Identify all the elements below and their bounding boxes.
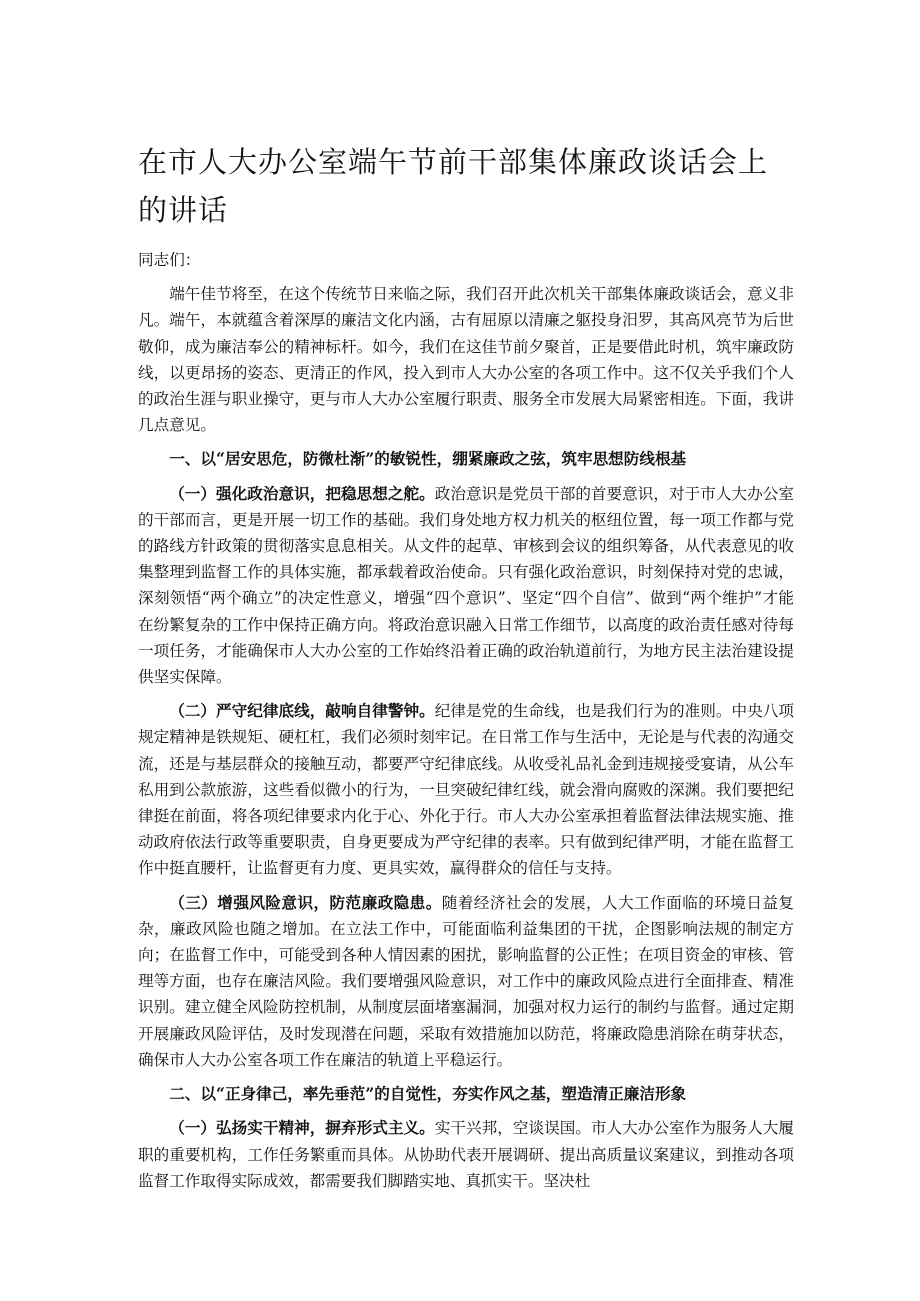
- document-body: [138, 247, 794, 1202]
- item-text: 政治意识是党员干部的首要意识，对于市人大办公室的干部而言，更是开展一切工作的基础。我们身处地方权力机关的枢纽位置，每一项工作都与党的路线方针政策的贯彻落实息息相关。从文件的起草、审核到会议的组织筹备，从代表意见的收集整理到监督工作的具体实施，都承载着政治使命。只有强化政治意识，时刻保持对党的忠诚，深刻领悟“两个确立”的决定性意义，增强“四个意识”、坚定“四个自信”、做到“两个维护”才能在纷繁复杂的工作中保持正确方向。将政治意识融入日常工作细节，以高度的政治责任感对待每一项任务，才能确保市人大办公室的工作始终沿着正确的政治轨道前行，为地方民主法治建设提供坚实保障。: [138, 484, 794, 687]
- section-2-heading: 二、以“正身律己，率先垂范”的自觉性，夯实作风之基，塑造清正廉洁形象: [169, 1084, 687, 1104]
- section-2-item-1: [138, 1115, 794, 1194]
- item-lead: （一）强化政治意识，把稳思想之舵。: [169, 483, 435, 503]
- section-1-item-2: [138, 698, 794, 881]
- salutation: 同志们：: [138, 251, 201, 269]
- item-text: 实干兴邦，空谈误国。市人大办公室作为服务人大履职的重要机构，工作任务繁重而具体。从协助代表开展调研、提出高质量议案建议，到推动各项监督工作取得实际成效，都需要我们脚踏实地、真抓实干。坚决杜: [138, 1119, 794, 1190]
- document-title: 在市人大办公室端午节前干部集体廉政谈话会上的讲话: [138, 145, 769, 227]
- section-1-item-1: [138, 481, 794, 691]
- item-lead: （二）严守纪律底线，敲响自律警钟。: [169, 701, 435, 721]
- intro-paragraph: 端午佳节将至，在这个传统节日来临之际，我们召开此次机关干部集体廉政谈话会，意义非凡。端午，本就蕴含着深厚的廉洁文化内涵，古有屈原以清廉之躯投身汨罗，其高风亮节为后世敬仰，成为廉洁奉公的精神标杆。如今，我们在这佳节前夕聚首，正是要借此时机，筑牢廉政防线，以更昂扬的姿态、更清正的作风，投入到市人大办公室的各项工作中。这不仅关乎我们个人的政治生涯与职业操守，更与市人大办公室履行职责、服务全市发展大局紧密相连。下面，我讲几点意见。: [138, 285, 794, 435]
- section-1-heading: 一、以“居安思危，防微杜渐”的敏锐性，绷紧廉政之弦，筑牢思想防线根基: [169, 449, 687, 469]
- item-lead: （三）增强风险意识，防范廉政隐患。: [169, 892, 442, 912]
- section-1-item-3: [138, 890, 794, 1073]
- item-text: 纪律是党的生命线，也是我们行为的准则。中央八项规定精神是铁规矩、硬杠杠，我们必须时刻牢记。在日常工作与生活中，无论是与代表的沟通交流，还是与基层群众的接触互动，都要严守纪律底线。从收受礼品礼金到违规接受宴请，从公车私用到公款旅游，这些看似微小的行为，一旦突破纪律红线，就会滑向腐败的深渊。我们要把纪律挺在前面，将各项纪律要求内化于心、外化于行。市人大办公室承担着监督法律法规实施、推动政府依法行政等重要职责，自身更要成为严守纪律的表率。只有做到纪律严明，才能在监督工作中挺直腰杆，让监督更有力度、更具实效，赢得群众的信任与支持。: [138, 702, 794, 878]
- item-lead: （一）弘扬实干精神，摒弃形式主义。: [169, 1118, 435, 1138]
- item-text: 随着经济社会的发展，人大工作面临的环境日益复杂，廉政风险也随之增加。在立法工作中，可能面临利益集团的干扰，企图影响法规的制定方向；在监督工作中，可能受到各种人情因素的困扰，影响监督的公正性；在项目资金的审核、管理等方面，也存在廉洁风险。我们要增强风险意识，对工作中的廉政风险点进行全面排查、精准识别。建立健全风险防控机制，从制度层面堵塞漏洞，加强对权力运行的制约与监督。通过定期开展廉政风险评估，及时发现潜在问题，采取有效措施加以防范，将廉政隐患消除在萌芽状态，确保市人大办公室各项工作在廉洁的轨道上平稳运行。: [138, 893, 794, 1069]
